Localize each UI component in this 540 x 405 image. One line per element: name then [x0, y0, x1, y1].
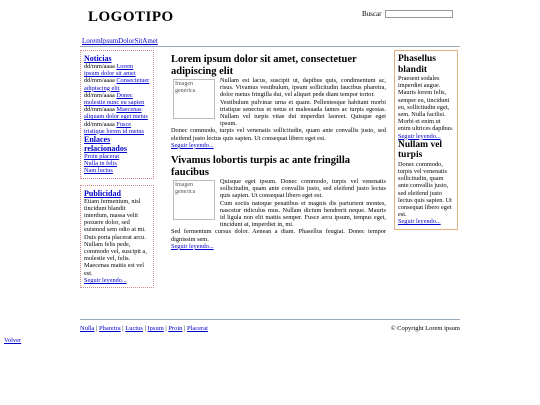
related-link[interactable]: Nam luctus	[84, 167, 113, 175]
news-item	[84, 121, 150, 135]
news-date: dd/mm/aaaa	[84, 91, 115, 99]
news-link[interactable]: Consectetuer adipiscing elit	[84, 77, 150, 92]
ad-read-more-link[interactable]: Seguir leyendo...	[84, 276, 127, 284]
left-sidebar	[80, 50, 154, 288]
footer-link[interactable]: Placerat	[186, 325, 208, 332]
article	[171, 155, 386, 250]
news-link[interactable]: Donec molestie nunc eu sapien	[84, 91, 145, 107]
article-title: Lorem ipsum dolor sit amet, consectetuer adipiscing elit	[171, 54, 357, 77]
footer-divider	[80, 319, 460, 320]
news-item	[84, 106, 150, 120]
news-item	[84, 77, 150, 91]
article-paragraph: Vestibulum pulvinar urna et quam. Pellentesque habitant morbi tristique senectus et netus et malesuada fames ac turpis egestas. Nullam vel turpis vitae dui imperdiet laoreet. Quisque eget ipsum.	[220, 98, 386, 128]
search-label: Buscar	[362, 10, 382, 18]
top-navigation	[82, 37, 158, 45]
news-item	[84, 92, 150, 106]
right-sidebar	[394, 50, 458, 230]
ad-box	[80, 185, 154, 288]
footer-link[interactable]: Proin	[168, 325, 183, 332]
copyright: © Copyright Lorem ipsum	[390, 325, 460, 332]
news-date: dd/mm/aaaa	[84, 63, 115, 70]
footer-link[interactable]: Ipsum	[147, 325, 164, 332]
article	[171, 54, 386, 149]
search-input[interactable]	[385, 10, 453, 18]
article-paragraph: Sed fermentum cursus dolor. Aenean a diam. Phasellus feugiat. Donec tempor dignissim sem.	[171, 228, 386, 243]
header-divider	[80, 46, 460, 47]
news-date: dd/mm/aaaa	[84, 120, 115, 128]
ad-heading[interactable]: Publicidad	[84, 188, 121, 198]
footer-link[interactable]: Luctus	[125, 325, 143, 332]
featured-text: Praesent sodales imperdiet augue. Mauris lorem felis, semper eu, tincidunt eu, sollicitudin eget, sem. Nulla facilisi. Morbi et enim ut enim ultrices dapibus.	[398, 75, 454, 133]
news-link[interactable]: Maecenas aliquam dolor eget metus	[84, 106, 148, 121]
article-paragraph: Quisque eget ipsum. Donec commodo, turpis vel venenatis sollicitudin, quam ante convallis justo, sed eleifend justo lectus quis sapien. Ut consequat libero eget est.	[220, 178, 386, 200]
topnav-link[interactable]: LoremIpsumDolorSitAmet	[82, 37, 158, 45]
article-image: Imagen generica	[173, 79, 215, 119]
related-link[interactable]: Proin placerat	[84, 153, 120, 161]
footer-link[interactable]: Nulla	[80, 325, 95, 332]
article-paragraph: Nullam est lacus, suscipit ut, dapibus quis, condimentum ac, risus. Vivamus vestibulum, ipsum sollicitudin faucibus pharetra, dolor metus fringilla dui, vel aliquet pede diam tempor tortor.	[220, 77, 386, 99]
search-box	[362, 10, 453, 18]
news-date: dd/mm/aaaa	[84, 77, 115, 85]
article-paragraph: Donec commodo, turpis vel venenatis sollicitudin, quam ante convallis justo, sed eleifend justo lectus quis sapien. Ut consequat libero eget est.	[171, 127, 386, 142]
news-heading[interactable]: Noticias	[84, 54, 112, 63]
news-item	[84, 63, 150, 77]
article-title: Vivamus lobortis turpis ac ante fringilla faucibus	[171, 155, 350, 178]
back-link[interactable]: Volver	[4, 337, 22, 344]
article-read-more-link[interactable]: Seguir leyendo...	[171, 242, 214, 250]
news-date: dd/mm/aaaa	[84, 106, 115, 114]
related-link[interactable]: Nulla in felis	[84, 160, 117, 168]
article-image: Imagen generica	[173, 180, 215, 220]
news-box	[80, 50, 154, 179]
featured-read-more-link[interactable]: Seguir leyendo...	[398, 132, 441, 140]
news-link[interactable]: Lorem ipsum dolor sit amet	[84, 63, 136, 78]
site-logo: LOGOTIPO	[88, 9, 174, 25]
ad-text: Etiam fermentum, nisl tincidunt blandit interdum, massa velit posuere dolor, sed euismod sem odio at mi. Duis porta placerat arcu. Nullam felis pede, commodo vel, suscipit a, molestie vel, felis. Maecenas mattis est vel est.	[84, 197, 147, 277]
featured-text: Donec commodo, turpis vel venenatis sollicitudin, quam ante convallis justo, sed eleifend justo lectus quis sapien. Ut consequat libero eget est.	[398, 160, 452, 219]
article-paragraph: Cum sociis natoque penatibus et magnis dis parturient montes, nascetur ridiculus mus. Nullam dictum hendrerit neque. Mauris id ligula non elit mattis semper. Fusce arcu ipsum, tempus eget, tincidunt at, imperdiet in, mi.	[220, 199, 386, 229]
footer-links: Nulla | Pharetra | Luctus | Ipsum | Proin | Placerat	[80, 325, 208, 332]
main-content	[171, 54, 386, 256]
featured-title: Phasellus blandit	[398, 54, 437, 75]
related-links-heading[interactable]: Enlaces relacionados	[84, 135, 127, 154]
article-read-more-link[interactable]: Seguir leyendo...	[171, 141, 214, 149]
featured-box	[394, 50, 458, 230]
footer-link[interactable]: Pharetra	[99, 325, 121, 332]
news-link[interactable]: Fusce tristique lorem id metus	[84, 120, 144, 135]
featured-read-more-link[interactable]: Seguir leyendo...	[398, 218, 441, 226]
featured-title: Nullam vel turpis	[398, 139, 443, 161]
